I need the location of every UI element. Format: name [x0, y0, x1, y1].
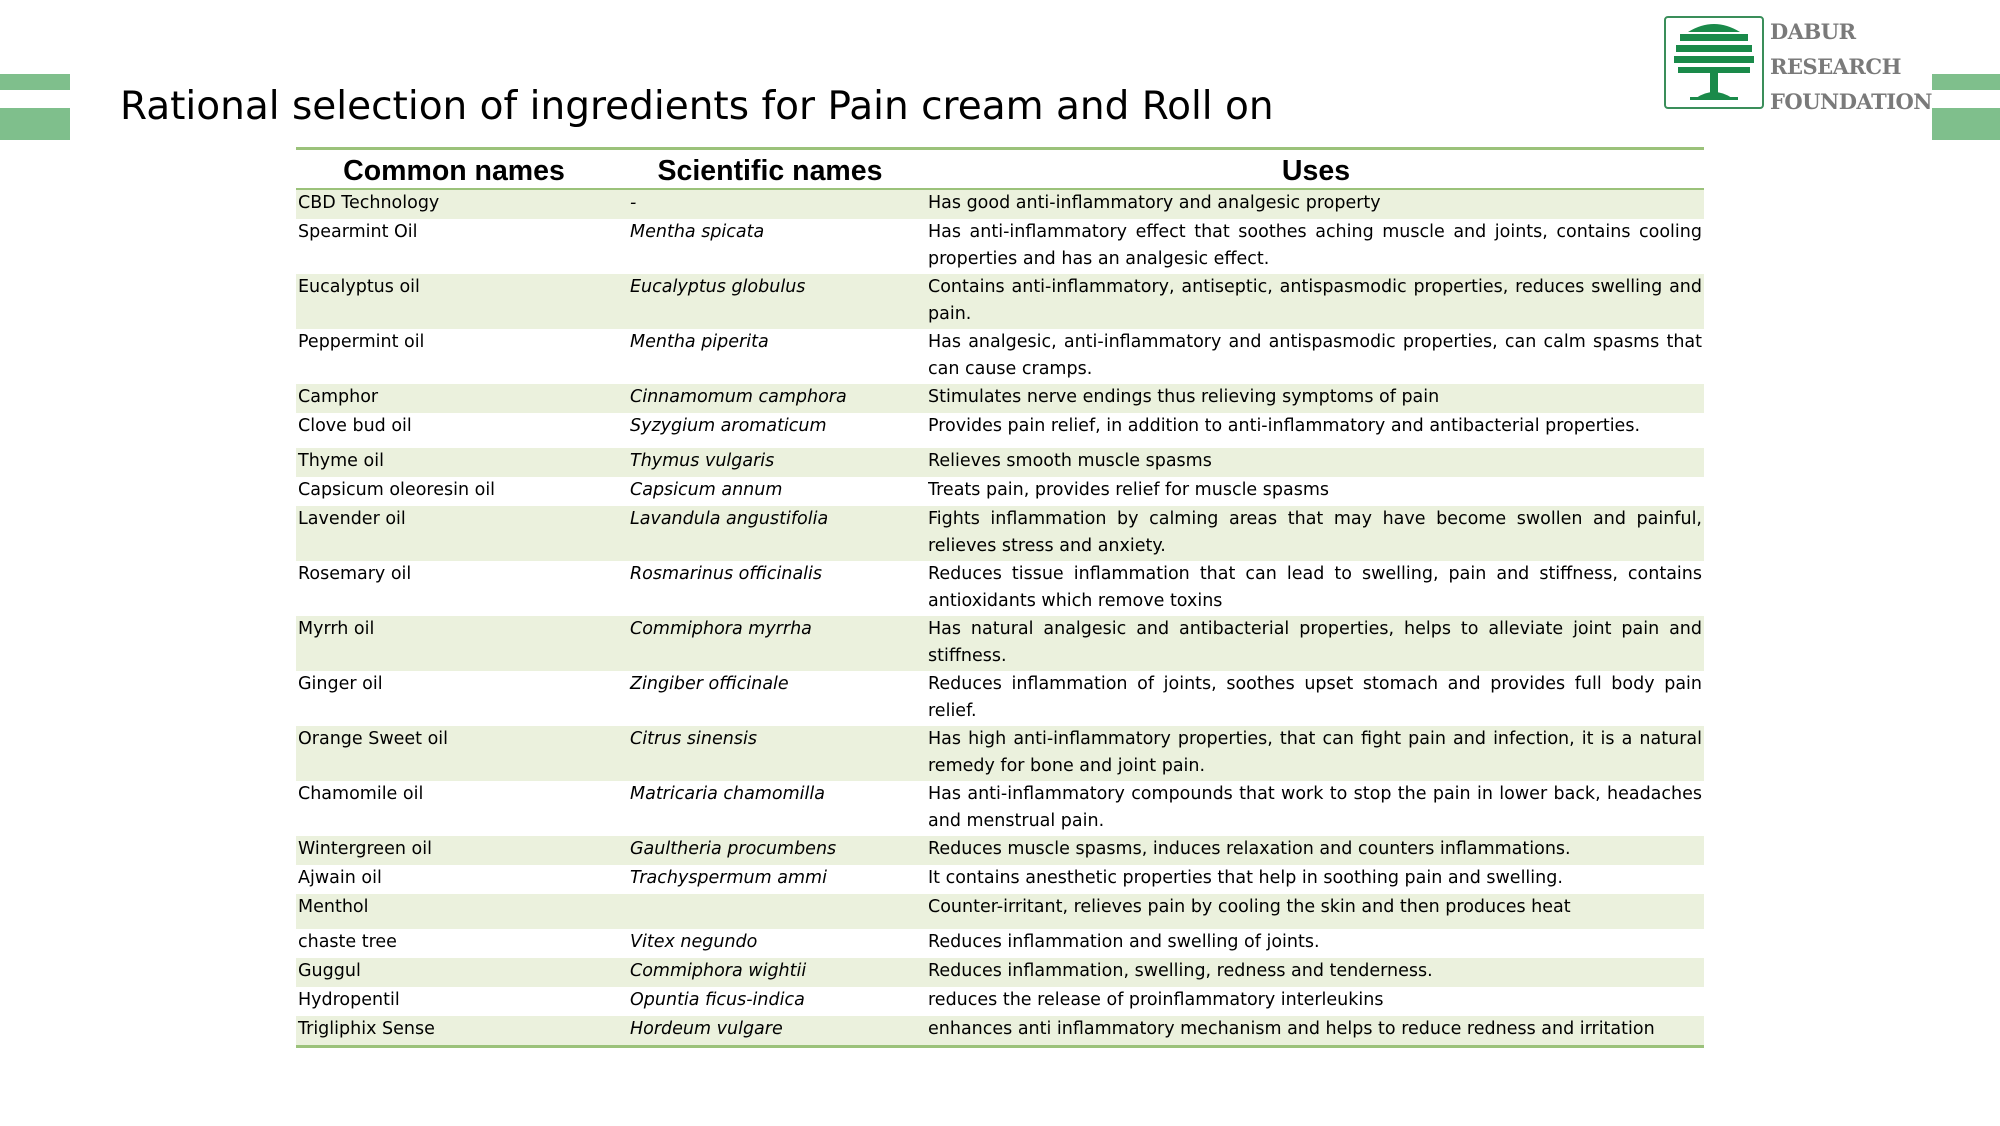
scientific-name-cell: Matricaria chamomilla: [630, 784, 825, 804]
table-row: [296, 219, 1704, 274]
common-name-cell: Peppermint oil: [298, 332, 425, 352]
uses-cell: Fights inflammation by calming areas that may have become swollen and painful, relieves stress and anxiety.: [928, 509, 1702, 556]
header-scientific-names: Scientific names: [612, 149, 928, 190]
common-name-cell: Trigliphix Sense: [296, 1016, 612, 1047]
uses-cell: Reduces inflammation, swelling, redness and tenderness.: [928, 961, 1433, 981]
scientific-name-cell: Hordeum vulgare: [612, 1016, 928, 1047]
slide-title: Rational selection of ingredients for Pain cream and Roll on: [120, 84, 1274, 129]
common-name-cell: Spearmint Oil: [298, 222, 418, 242]
common-name-cell: Capsicum oleoresin oil: [298, 480, 496, 500]
table-row: [296, 561, 1704, 616]
table-row: [296, 448, 1704, 477]
common-name-cell: Eucalyptus oil: [298, 277, 420, 297]
table-row: [296, 894, 1704, 929]
scientific-name-cell: Vitex negundo: [630, 932, 758, 952]
table-row: [296, 987, 1704, 1016]
header-common-names: Common names: [296, 149, 612, 190]
uses-cell: Reduces muscle spasms, induces relaxation and counters inflammations.: [928, 839, 1571, 859]
table-row: [296, 384, 1704, 413]
scientific-name-cell: Mentha spicata: [630, 222, 765, 242]
table-row: [296, 726, 1704, 781]
common-name-cell: chaste tree: [298, 932, 397, 952]
accent-bar: [0, 74, 70, 90]
left-accent-bars: [0, 74, 70, 140]
uses-cell: Counter-irritant, relieves pain by cooling the skin and then produces heat: [928, 897, 1571, 917]
scientific-name-cell: Thymus vulgaris: [630, 451, 775, 471]
header-uses: Uses: [928, 149, 1704, 190]
uses-cell: Reduces inflammation and swelling of joints.: [928, 932, 1320, 952]
uses-cell: Reduces inflammation of joints, soothes upset stomach and provides full body pain relief.: [928, 674, 1702, 721]
uses-cell: Provides pain relief, in addition to anti-inflammatory and antibacterial properties.: [928, 416, 1641, 436]
table-row: [296, 781, 1704, 836]
common-name-cell: Ginger oil: [298, 674, 383, 694]
table-row: [296, 929, 1704, 958]
common-name-cell: Wintergreen oil: [298, 839, 432, 859]
uses-cell: enhances anti inflammatory mechanism and helps to reduce redness and irritation: [928, 1016, 1704, 1047]
common-name-cell: CBD Technology: [298, 193, 440, 213]
table-row: [296, 329, 1704, 384]
uses-cell: Treats pain, provides relief for muscle spasms: [928, 480, 1329, 500]
common-name-cell: Camphor: [298, 387, 379, 407]
table-row: [296, 413, 1704, 448]
table-row: [296, 477, 1704, 506]
table-row: [296, 506, 1704, 561]
table-row: [296, 958, 1704, 987]
common-name-cell: Thyme oil: [298, 451, 384, 471]
scientific-name-cell: Commiphora wightii: [630, 961, 807, 981]
right-accent-bars: [1932, 74, 2000, 140]
accent-bar: [0, 108, 70, 140]
tree-icon: [1666, 18, 1762, 107]
common-name-cell: Rosemary oil: [298, 564, 412, 584]
table-header-row: [296, 149, 1704, 190]
table-row: [296, 616, 1704, 671]
uses-cell: Has high anti-inflammatory properties, that can fight pain and infection, it is a natural remedy for bone and joint pain.: [928, 729, 1702, 776]
uses-cell: Has good anti-inflammatory and analgesic property: [928, 193, 1381, 213]
scientific-name-cell: Zingiber officinale: [630, 674, 789, 694]
scientific-name-cell: Rosmarinus officinalis: [630, 564, 823, 584]
scientific-name-cell: Mentha piperita: [630, 332, 769, 352]
scientific-name-cell: -: [630, 193, 637, 213]
common-name-cell: Orange Sweet oil: [298, 729, 449, 749]
scientific-name-cell: Capsicum annum: [630, 480, 783, 500]
logo-text-line1: DABUR: [1770, 19, 1856, 44]
scientific-name-cell: Trachyspermum ammi: [630, 868, 827, 888]
table-row: [296, 836, 1704, 865]
scientific-name-cell: Citrus sinensis: [630, 729, 757, 749]
uses-cell: It contains anesthetic properties that help in soothing pain and swelling.: [928, 868, 1563, 888]
uses-cell: Has natural analgesic and antibacterial properties, helps to alleviate joint pain and stiffness.: [928, 619, 1702, 666]
uses-cell: Relieves smooth muscle spasms: [928, 451, 1212, 471]
common-name-cell: Hydropentil: [298, 990, 400, 1010]
uses-cell: reduces the release of proinflammatory interleukins: [928, 990, 1384, 1010]
ingredients-table-container: [296, 147, 1704, 1048]
scientific-name-cell: Commiphora myrrha: [630, 619, 812, 639]
accent-bar: [1932, 74, 2000, 90]
common-name-cell: Lavender oil: [298, 509, 406, 529]
scientific-name-cell: Syzygium aromaticum: [630, 416, 827, 436]
table-row: [296, 274, 1704, 329]
uses-cell: Contains anti-inflammatory, antiseptic, antispasmodic properties, reduces swelling and pain.: [928, 277, 1702, 324]
table-row: [296, 865, 1704, 894]
scientific-name-cell: Gaultheria procumbens: [630, 839, 837, 859]
uses-cell: Stimulates nerve endings thus relieving symptoms of pain: [928, 387, 1440, 407]
common-name-cell: Ajwain oil: [298, 868, 382, 888]
common-name-cell: Menthol: [298, 897, 369, 917]
common-name-cell: Clove bud oil: [298, 416, 412, 436]
scientific-name-cell: [612, 894, 928, 929]
scientific-name-cell: Cinnamomum camphora: [630, 387, 847, 407]
scientific-name-cell: Eucalyptus globulus: [630, 277, 806, 297]
logo-text-line3: FOUNDATION: [1770, 89, 1933, 114]
logo-emblem-box: [1664, 16, 1764, 109]
common-name-cell: Guggul: [298, 961, 361, 981]
scientific-name-cell: Lavandula angustifolia: [630, 509, 829, 529]
logo-text-line2: RESEARCH: [1770, 54, 1901, 79]
uses-cell: Has analgesic, anti-inflammatory and antispasmodic properties, can calm spasms that can cause cramps.: [928, 332, 1702, 379]
dabur-research-foundation-logo: [1664, 14, 1933, 114]
common-name-cell: Chamomile oil: [298, 784, 424, 804]
uses-cell: Has anti-inflammatory compounds that work to stop the pain in lower back, headaches and menstrual pain.: [928, 784, 1702, 831]
table-row: [296, 1016, 1704, 1047]
common-name-cell: Myrrh oil: [298, 619, 375, 639]
table-row: [296, 189, 1704, 219]
uses-cell: Reduces tissue inflammation that can lead to swelling, pain and stiffness, contains antioxidants which remove toxins: [928, 564, 1702, 611]
accent-bar: [1932, 108, 2000, 140]
ingredients-table: [296, 147, 1704, 1048]
table-row: [296, 671, 1704, 726]
logo-text: [1770, 14, 1932, 119]
uses-cell: Has anti-inflammatory effect that soothes aching muscle and joints, contains cooling properties and has an analgesic effect.: [928, 222, 1702, 269]
scientific-name-cell: Opuntia ficus-indica: [630, 990, 805, 1010]
